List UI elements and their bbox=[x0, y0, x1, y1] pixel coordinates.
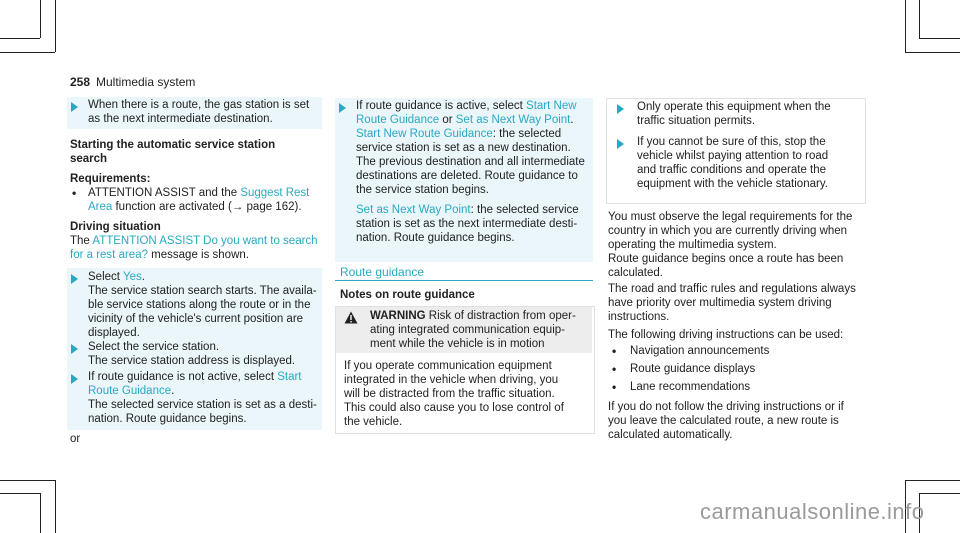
step-result: vicinity of the vehicle's current position are bbox=[88, 313, 304, 325]
period: . bbox=[570, 114, 574, 126]
crop-mark bbox=[55, 0, 56, 52]
step-text-post: . bbox=[141, 271, 145, 283]
start-new-route-guidance-option[interactable]: Start New Route Guidance bbox=[356, 128, 493, 140]
or-label: or bbox=[70, 433, 81, 445]
step-text-pre: If route guidance is not active, select bbox=[88, 371, 278, 383]
step-text-pre: Select bbox=[88, 271, 123, 283]
crop-mark bbox=[55, 480, 56, 533]
warning-body: will be distracted from the traffic situation. bbox=[344, 388, 555, 400]
bullet-icon: • bbox=[612, 344, 617, 358]
step-text: traffic situation permits. bbox=[637, 115, 756, 127]
crop-mark bbox=[40, 493, 41, 533]
step-result: nation. Route guidance begins. bbox=[88, 413, 247, 425]
crop-mark bbox=[919, 38, 960, 39]
section-title: Route guidance bbox=[340, 265, 425, 279]
warning-body: This could also cause you to lose control of bbox=[344, 402, 564, 414]
crop-mark bbox=[905, 480, 960, 481]
situation-text bbox=[70, 234, 318, 248]
step-result: destinations are deleted. Route guidance to bbox=[356, 170, 578, 182]
warning-text: ating integrated communication equip- bbox=[370, 324, 565, 336]
set-as-next-way-point-option[interactable]: Set as Next Way Point bbox=[356, 204, 471, 216]
paragraph: Route guidance begins once a route has been bbox=[608, 253, 844, 265]
bullet-icon: • bbox=[612, 380, 617, 394]
step-text: vehicle whilst paying attention to road bbox=[637, 150, 829, 162]
step-arrow-icon bbox=[617, 139, 624, 149]
crop-mark bbox=[919, 0, 920, 38]
page-section-title: Multimedia system bbox=[96, 75, 196, 89]
step-arrow-icon bbox=[71, 102, 78, 112]
step-arrow-icon bbox=[339, 103, 346, 113]
crop-mark bbox=[0, 493, 40, 494]
section-heading: Starting the automatic service station bbox=[70, 139, 276, 151]
notes-title: Notes on route guidance bbox=[340, 289, 475, 301]
step-text: Only operate this equipment when the bbox=[637, 101, 831, 113]
paragraph: You must observe the legal requirements for the bbox=[608, 211, 853, 223]
paragraph: country in which you are currently driving when bbox=[608, 225, 848, 237]
paragraph: calculated. bbox=[608, 267, 663, 279]
step-result: the service station begins. bbox=[356, 184, 489, 196]
paragraph: The following driving instructions can be used: bbox=[608, 329, 844, 341]
step-text: and traffic conditions and operate the bbox=[637, 164, 827, 176]
situation-text-pre: The bbox=[70, 235, 93, 247]
step-result: service station is set as a new destination. bbox=[356, 142, 571, 154]
watermark-logo: carmanualsonline.info bbox=[700, 499, 925, 524]
requirement-text-pre: ATTENTION ASSIST and the bbox=[88, 187, 241, 199]
requirement-text bbox=[88, 200, 302, 214]
step-text: Select the service station. bbox=[88, 341, 220, 353]
step-text-pre: If route guidance is active, select bbox=[356, 100, 527, 112]
warning-text bbox=[370, 309, 576, 323]
step-result bbox=[356, 127, 561, 141]
step-text: as the next intermediate destination. bbox=[88, 113, 273, 125]
driving-situation-label: Driving situation bbox=[70, 221, 161, 233]
bullet-icon: • bbox=[72, 186, 77, 200]
step-text bbox=[356, 99, 577, 113]
paragraph: calculated automatically. bbox=[608, 429, 733, 441]
suggest-rest-area-link[interactable]: Suggest Rest bbox=[240, 187, 310, 199]
list-item: Navigation announcements bbox=[630, 345, 770, 357]
step-text: equipment with the vehicle stationary. bbox=[637, 178, 828, 190]
step-result: The previous destination and all intermediate bbox=[356, 156, 585, 168]
crop-mark bbox=[919, 493, 960, 494]
attention-assist-message: for a rest area? bbox=[70, 249, 148, 261]
paragraph: The road and traffic rules and regulations always bbox=[608, 283, 856, 295]
step-text-post: . bbox=[171, 385, 175, 397]
step-text: If you cannot be sure of this, stop the bbox=[637, 136, 826, 148]
situation-text-post: message is shown. bbox=[147, 249, 249, 261]
requirements-label: Requirements: bbox=[70, 173, 151, 185]
or-word: or bbox=[439, 114, 456, 126]
step-result: The service station address is displayed. bbox=[88, 355, 296, 367]
step-result: The service station search starts. The availa- bbox=[88, 285, 317, 297]
start-new-route-guidance-option[interactable]: Start New bbox=[526, 100, 577, 112]
start-route-guidance-option[interactable]: Route Guidance bbox=[88, 385, 172, 397]
list-item: Lane recommendations bbox=[630, 381, 751, 393]
attention-assist-message: ATTENTION ASSIST Do you want to search bbox=[92, 235, 318, 247]
section-divider bbox=[335, 280, 593, 281]
requirement-text-post: function are activated (→ page 162). bbox=[112, 201, 302, 213]
warning-body: the vehicle. bbox=[344, 416, 403, 428]
step-arrow-icon bbox=[71, 274, 78, 284]
step-result-post: : the selected service bbox=[470, 204, 579, 216]
crop-mark bbox=[905, 52, 960, 53]
step-arrow-icon bbox=[71, 344, 78, 354]
warning-triangle-icon bbox=[344, 311, 358, 324]
step-text bbox=[88, 270, 145, 284]
crop-mark bbox=[0, 52, 55, 53]
section-heading: search bbox=[70, 153, 108, 165]
crop-mark bbox=[0, 38, 40, 39]
step-result: displayed. bbox=[88, 327, 140, 339]
start-new-route-guidance-option[interactable]: Route Guidance bbox=[356, 114, 440, 126]
situation-text bbox=[70, 248, 249, 262]
warning-body: integrated in the vehicle when driving, you bbox=[344, 374, 559, 386]
yes-option[interactable]: Yes bbox=[122, 271, 142, 283]
step-result bbox=[356, 203, 579, 217]
paragraph: instructions. bbox=[608, 311, 670, 323]
step-text bbox=[88, 384, 174, 398]
step-text bbox=[356, 113, 574, 127]
requirement-text bbox=[88, 186, 309, 200]
crop-mark bbox=[905, 0, 906, 52]
list-item: Route guidance displays bbox=[630, 363, 756, 375]
paragraph: If you do not follow the driving instructions or if bbox=[608, 401, 844, 413]
step-text: When there is a route, the gas station is set bbox=[88, 99, 310, 111]
warning-label: WARNING bbox=[370, 310, 426, 322]
step-result: The selected service station is set as a desti- bbox=[88, 399, 317, 411]
crop-mark bbox=[0, 480, 55, 481]
suggest-rest-area-link[interactable]: Area bbox=[88, 201, 113, 213]
step-result: station is set as the next intermediate desti- bbox=[356, 218, 578, 230]
step-arrow-icon bbox=[617, 104, 624, 114]
step-text bbox=[88, 370, 302, 384]
step-result: nation. Route guidance begins. bbox=[356, 232, 515, 244]
warning-text: ment while the vehicle is in motion bbox=[370, 338, 545, 350]
step-result-post: : the selected bbox=[492, 128, 562, 140]
paragraph: operating the multimedia system. bbox=[608, 239, 777, 251]
set-as-next-way-point-option[interactable]: Set as Next Way Point bbox=[455, 114, 571, 126]
bullet-icon: • bbox=[612, 362, 617, 376]
start-route-guidance-option[interactable]: Start bbox=[277, 371, 302, 383]
paragraph: you leave the calculated route, a new route is bbox=[608, 415, 839, 427]
warning-text-first: Risk of distraction from oper- bbox=[428, 310, 576, 322]
page-number: 258 bbox=[70, 75, 91, 89]
step-result: ble service stations along the route or in the bbox=[88, 299, 311, 311]
warning-body: If you operate communication equipment bbox=[344, 360, 552, 372]
crop-mark bbox=[40, 0, 41, 38]
paragraph: have priority over multimedia system driving bbox=[608, 297, 832, 309]
step-arrow-icon bbox=[71, 374, 78, 384]
